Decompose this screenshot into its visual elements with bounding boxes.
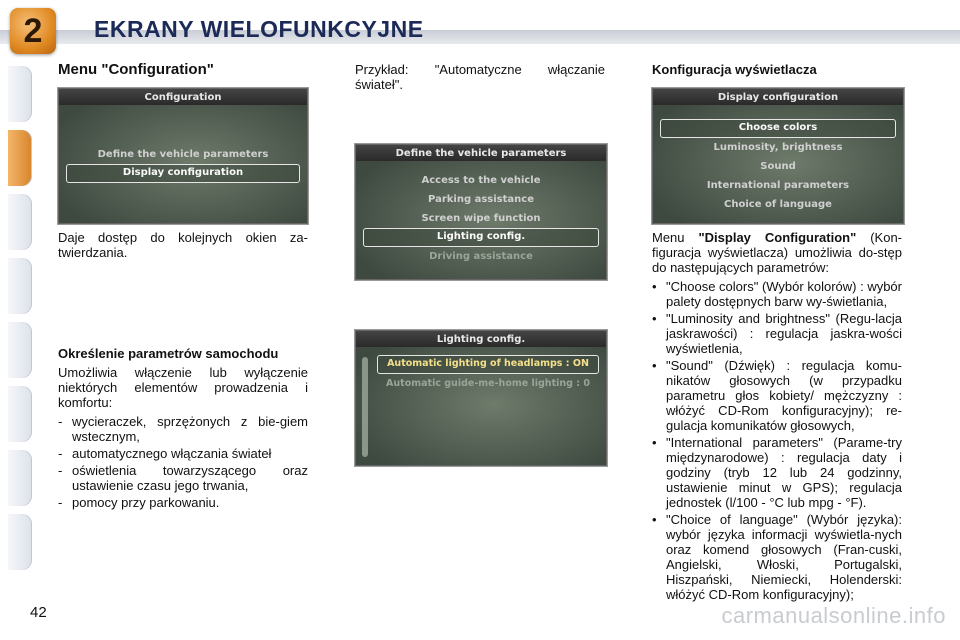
vehicle-params-screen [355,144,607,280]
vehicle-params-intro: Umożliwia włączenie lub wyłączenie niektórych elementów prowadzenia i komfortu: [58,365,308,410]
page-number: 42 [30,604,47,621]
list-item: - oświetlenia towarzyszącego oraz ustawienie czasu jego trwania, [58,463,308,493]
screen-item: Parking assistance [428,194,534,205]
screen-item: Sound [760,161,796,172]
lighting-config-screen-title: Lighting config. [356,331,606,347]
screen-item-selected: Automatic lighting of headlamps : ON [377,355,599,374]
chapter-tab [8,194,32,250]
scrollbar [362,357,368,457]
list-item: • "International parameters" (Parame-try międzynarodowe) : regulacja daty i godziny (tryb 12 lub 24 godzinny, ustawienie minut w GPS); regulacja jednostek (l/100 - °C lub mpg - °F). [652,435,902,510]
lighting-config-screen [355,330,607,466]
config-screen [58,88,308,224]
screen-item-selected: Choose colors [660,119,896,138]
config-menu-heading: Menu "Configuration" [58,61,214,78]
screen-item-selected: Lighting config. [363,228,599,247]
vehicle-params-list [58,414,308,510]
list-item: • "Sound" (Dźwięk) : regulacja komu-nikatów głosowych (w przypadku parametru głos kobiety/ mężczyzny : włóżyć CD-Rom konfiguracyjny); re-gulacja komunikatów głosowych, [652,358,902,433]
page-title: EKRANY WIELOFUNKCYJNE [94,16,424,42]
list-item: • "Choose colors" (Wybór kolorów) : wybór palety dostępnych barw wy-świetlania, [652,279,902,309]
chapter-tab [8,66,32,122]
list-item: • "Luminosity and brightness" (Regu-lacja jaskrawości) : regulacja jaskra-wości wyświetlenia, [652,311,902,356]
screen-item: Automatic guide-me-home lighting : 0 [386,378,590,389]
config-caption: Daje dostęp do kolejnych okien za-twierdzania. [58,230,308,260]
vehicle-params-heading: Określenie parametrów samochodu [58,346,279,361]
display-config-body [652,230,902,604]
list-item: - pomocy przy parkowaniu. [58,495,220,510]
chapter-tab [8,386,32,442]
list-item: • "Choice of language" (Wybór języka): wybór języka informacji wyświetla-nych oraz komend głosowych (Fran-cuski, Angielski, Włoski, Portugalski, Hiszpański, Niemiecki, Holenderski: włóżyć CD-Rom konfiguracyjny); [652,512,902,602]
chapter-tabs [8,66,38,578]
display-config-heading: Konfiguracja wyświetlacza [652,62,817,77]
config-screen-title: Configuration [59,89,307,105]
vehicle-params-section [58,346,308,512]
display-config-list [652,279,902,602]
list-item: - automatycznego włączania świateł [58,446,272,461]
chapter-tab-active [8,130,32,186]
example-text: Przykład: "Automatyczne włączanie świateł". [355,62,605,92]
config-screen-item-selected: Display configuration [66,164,300,183]
chapter-badge: 2 [10,8,56,54]
display-config-screen-title: Display configuration [653,89,903,105]
chapter-tab [8,450,32,506]
watermark: carmanualsonline.info [721,603,946,628]
list-item: - wycieraczek, sprzężonych z bie-giem wstecznym, [58,414,308,444]
screen-item: Access to the vehicle [421,175,541,186]
display-config-intro: Menu "Display Configuration" (Kon-figuracja wyświetlacza) umożliwia do-stęp do następujących parametrów: [652,230,903,275]
screen-item: Screen wipe function [421,213,541,224]
chapter-tab [8,514,32,570]
chapter-tab [8,322,32,378]
vehicle-params-screen-title: Define the vehicle parameters [356,145,606,161]
display-config-screen [652,88,904,224]
chapter-tab [8,258,32,314]
config-screen-item: Define the vehicle parameters [97,149,269,160]
screen-item: Choice of language [724,199,832,210]
screen-item: Luminosity, brightness [713,142,843,153]
screen-item: International parameters [706,180,850,191]
screen-item: Driving assistance [429,251,533,262]
